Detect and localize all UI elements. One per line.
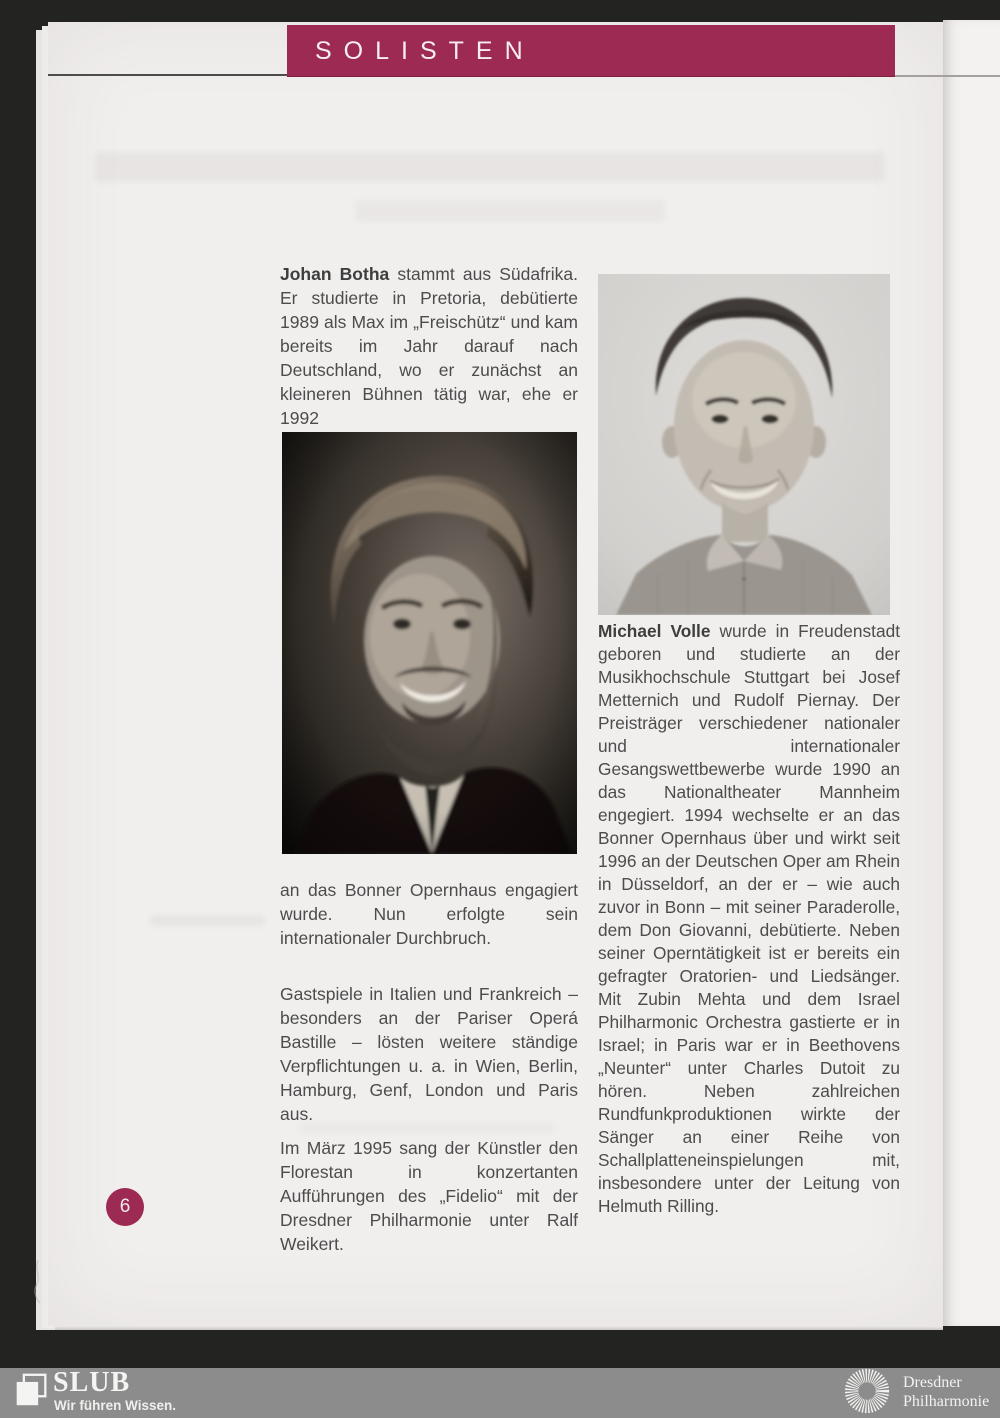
volle-paragraph-text: wurde in Freudenstadt geboren und studierte an der Musikhochschule Stuttgart bei Josef Metternich und Rudolf Piernay. Der Preisträger verschiedener nationaler und internationaler Gesangswettbewerbe wurde 1990 an das Nationaltheater Mannheim engegiert. 1994 wechselte er an das Bonner Opernhaus über und wirkt seit 1996 an der Deutschen Oper am Rhein in Düsseldorf, an der er – wie auch zuvor in Bonn – mit seiner Paraderolle, dem Don Giovanni, debütierte. Neben seiner Operntätigkeit ist er bereits ein gefragter Oratorien- und Liedsänger. Mit Zubin Mehta und dem Israel Philharmonic Orchestra gastierte er in Israel; in Paris war er in Beethovens „Neunter“ unter Charles Dutoit zu hören. Neben zahlreichen Rundfunkproduktionen wirkte der Sänger an einer Reihe von Schallplatteneinspielungen mit, insbesondere unter der Leitung von Helmuth Rilling.: [598, 621, 900, 1216]
section-banner: [287, 25, 895, 76]
header-rule-left: [48, 74, 288, 76]
page-number-badge: [106, 1188, 144, 1226]
section-title: SOLISTEN: [315, 37, 535, 65]
botha-paragraph-4: Im März 1995 sang der Künstler den Florestan in konzertanten Aufführungen des „Fidelio“ mit der Dresdner Philharmonie unter Ralf Weikert.: [280, 1138, 578, 1254]
botha-paragraph-1-text: stammt aus Südafrika. Er studierte in Pretoria, debütierte 1989 als Max im „Freischütz“ und kam bereits im Jahr darauf nach Deutschland, wo er zunächst an kleineren Bühnen tätig war, ehe er 1992: [280, 264, 578, 428]
open-book-icon: [14, 1372, 48, 1408]
bleed-through-text: [355, 200, 665, 222]
volle-name: Michael Volle: [598, 621, 711, 641]
pencil-mark: [28, 1256, 48, 1306]
philharmonie-line1: Dresdner: [903, 1374, 962, 1391]
sunburst-icon: [842, 1366, 892, 1416]
michael-volle-portrait: [598, 274, 890, 615]
botha-name: Johan Botha: [280, 264, 390, 284]
header-rule-right: [895, 75, 1000, 77]
slub-tagline: Wir führen Wissen.: [54, 1398, 177, 1413]
philharmonie-line2: Philharmonie: [903, 1393, 990, 1410]
slub-wordmark: SLUB: [53, 1367, 131, 1398]
botha-paragraph-3: Gastspiele in Italien und Frankreich – besonders an der Pariser Operá Bastille – lösten weitere ständige Verpflichtungen u. a. in Wien, Berlin, Hamburg, Genf, London und Paris aus.: [280, 984, 578, 1124]
page-bottom-edge: [55, 1326, 943, 1330]
philharmonie-wordmark: [903, 1373, 989, 1411]
bleed-through-caption: [150, 915, 265, 926]
page-number: 6: [119, 1196, 131, 1217]
bleed-through-text: [95, 152, 885, 182]
adjacent-page-edge: [943, 20, 1000, 1326]
johan-botha-portrait: [282, 432, 577, 854]
botha-paragraph-1: [280, 262, 578, 430]
michael-volle-photo: [598, 274, 890, 615]
volle-paragraph: [598, 620, 900, 1218]
botha-paragraph-2: an das Bonner Opernhaus engagiert wurde. Nun erfolgte sein internationaler Durchbruch.: [280, 880, 578, 948]
johan-botha-photo: [282, 432, 577, 854]
